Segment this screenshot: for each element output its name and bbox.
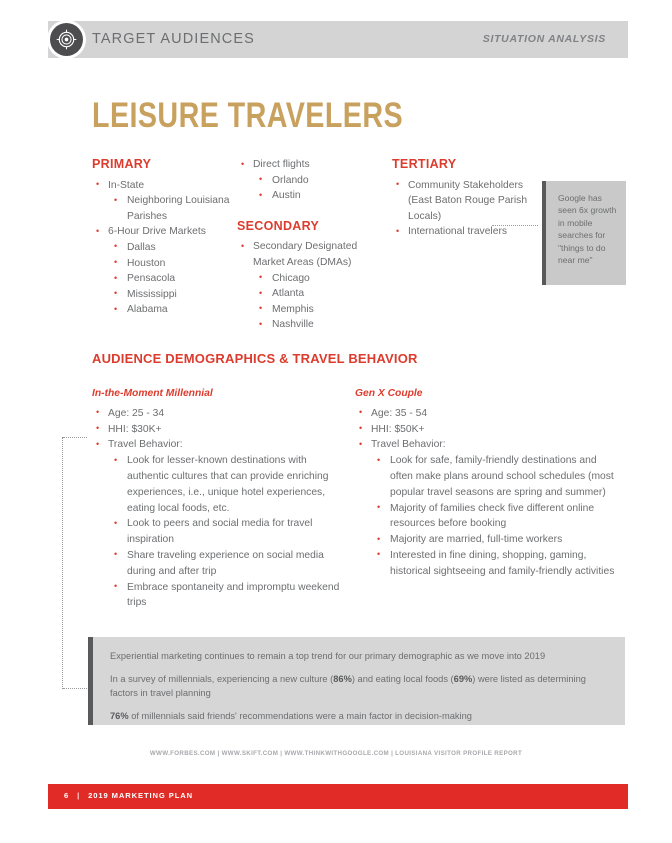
header-section-label: SITUATION ANALYSIS — [482, 33, 606, 45]
bullet-item — [355, 437, 620, 579]
secondary-list — [237, 239, 387, 333]
stats-paragraph — [110, 709, 609, 724]
audience-column-tertiary — [392, 157, 542, 240]
bullet-label: 6-Hour Drive Markets — [108, 226, 206, 238]
footer-page-number: 6 — [64, 791, 70, 800]
bullet-label: Direct flights — [253, 159, 310, 170]
sub-bullet-list — [253, 173, 387, 204]
sub-bullet-item: • Orlando — [255, 173, 387, 189]
sub-bullet-item: • Majority are married, full-time workers — [373, 532, 620, 548]
callout-accent-bar — [542, 181, 546, 285]
sub-bullet-item: • Chicago — [255, 271, 387, 287]
sub-bullet-item: • Share traveling experience on social media during and after trip — [110, 548, 342, 580]
demographics-heading: AUDIENCE DEMOGRAPHICS & TRAVEL BEHAVIOR — [92, 351, 418, 366]
persona-list — [92, 406, 342, 611]
sub-bullet-item: • Neighboring Louisiana Parishes — [110, 193, 242, 224]
bullet-item — [392, 224, 542, 240]
bullet-label: International travelers — [408, 226, 508, 238]
sub-bullet-item: • Austin — [255, 188, 387, 204]
bullet-item — [92, 437, 342, 611]
persona-genx — [355, 386, 620, 580]
callout-text: Google has seen 6x growth in mobile searches for "things to do near me" — [558, 193, 617, 266]
target-bullseye-icon — [47, 20, 86, 59]
sub-bullet-item: • Houston — [110, 256, 242, 272]
dotted-bracket-connector — [62, 437, 87, 689]
sub-bullet-list — [108, 453, 342, 611]
bullet-item — [355, 422, 620, 438]
sub-bullet-item: • Dallas — [110, 240, 242, 256]
primary-list — [92, 178, 242, 318]
bullet-item — [237, 239, 387, 333]
bullet-item — [92, 178, 242, 225]
stats-highlight: 76% — [110, 710, 129, 721]
stats-paragraph — [110, 672, 609, 701]
stats-run: Experiential marketing continues to remain a top trend for our primary demographic as we move into 2019 — [110, 651, 546, 661]
sub-bullet-list — [371, 453, 620, 579]
audience-column-primary — [92, 157, 242, 318]
page-title: LEISURE TRAVELERS — [92, 96, 404, 135]
stats-run: ) were listed as determining factors in travel planning — [110, 673, 586, 698]
primary-heading: PRIMARY — [92, 157, 152, 171]
bullet-label: Age: 35 - 54 — [371, 407, 428, 419]
tertiary-heading: TERTIARY — [392, 157, 457, 171]
sub-bullet-item: • Interested in fine dining, shopping, gaming, historical sightseeing and family-friendly activities — [373, 548, 620, 580]
stats-paragraph — [110, 649, 609, 664]
sub-bullet-item: • Look for lesser-known destinations with authentic cultures that can provide enriching experiences, i.e., unique hotel experiences, eating local foods, etc. — [110, 453, 342, 516]
audience-column-secondary — [237, 157, 387, 333]
bullet-list — [392, 178, 542, 240]
bullet-item — [92, 224, 242, 318]
bullet-list — [237, 239, 387, 333]
bullet-list — [92, 406, 342, 611]
sub-bullet-item: • Embrace spontaneity and impromptu weekend trips — [110, 580, 342, 612]
bullet-item — [392, 178, 542, 225]
sub-bullet-list — [253, 271, 387, 333]
bullet-list — [355, 406, 620, 580]
bullet-label: Secondary Designated Market Areas (DMAs) — [253, 241, 358, 268]
sub-bullet-item: • Look for safe, family-friendly destinations and often make plans around school schedules (most popular travel seasons are spring and summer) — [373, 453, 620, 500]
sub-bullet-item: • Atlanta — [255, 286, 387, 302]
persona-list — [355, 406, 620, 580]
bullet-list — [237, 157, 387, 204]
bullet-label: Travel Behavior: — [108, 439, 183, 451]
bullet-label: In-State — [108, 179, 145, 191]
stats-accent-bar — [88, 637, 93, 725]
stats-highlight: 86% — [333, 673, 352, 684]
bullet-item — [92, 406, 342, 422]
bullet-label: Community Stakeholders (East Baton Rouge Parish Locals) — [408, 179, 528, 222]
footer-plan-label: 2019 MARKETING PLAN — [88, 791, 194, 800]
bullet-item — [355, 406, 620, 422]
bullet-label: Age: 25 - 34 — [108, 407, 165, 419]
sources-line: WWW.FORBES.COM | WWW.SKIFT.COM | WWW.THINKWITHGOOGLE.COM | LOUISIANA VISITOR PROFILE REPORT — [149, 750, 523, 757]
footer-separator: | — [77, 791, 81, 800]
sub-bullet-item: • Pensacola — [110, 271, 242, 287]
sub-bullet-item: • Alabama — [110, 302, 242, 318]
persona-name: Gen X Couple — [355, 388, 423, 399]
sub-bullet-item: • Majority of families check five different online resources before booking — [373, 501, 620, 533]
bullet-item — [237, 157, 387, 204]
sub-bullet-item: • Nashville — [255, 317, 387, 333]
bullet-list — [92, 178, 242, 318]
stats-run: In a survey of millennials, experiencing a new culture ( — [110, 673, 334, 684]
callout-connector-line — [492, 225, 538, 226]
tertiary-list — [392, 178, 542, 240]
stats-run: ) and eating local foods ( — [351, 673, 454, 684]
sub-bullet-list — [108, 193, 242, 224]
stats-callout-box — [88, 637, 625, 725]
secondary-top-list — [237, 157, 387, 204]
stats-run: of millennials said friends' recommendations were a main factor in decision-making — [128, 710, 472, 721]
header-title: TARGET AUDIENCES — [92, 31, 255, 47]
sub-bullet-item: • Mississippi — [110, 287, 242, 303]
sub-bullet-item: • Memphis — [255, 302, 387, 318]
footer-label — [64, 791, 193, 800]
bullet-label: Travel Behavior: — [371, 439, 446, 451]
secondary-heading: SECONDARY — [237, 218, 320, 233]
bullet-label: HHI: $50K+ — [371, 423, 425, 435]
google-stat-callout — [542, 181, 626, 285]
sub-bullet-item: • Look to peers and social media for travel inspiration — [110, 516, 342, 548]
sub-bullet-list — [108, 240, 242, 318]
bullet-item — [92, 422, 342, 438]
persona-millennial — [92, 386, 342, 611]
persona-name: In-the-Moment Millennial — [92, 388, 213, 399]
stats-highlight: 69% — [453, 673, 473, 684]
stats-text — [110, 649, 609, 723]
bullet-label: HHI: $30K+ — [108, 423, 162, 435]
